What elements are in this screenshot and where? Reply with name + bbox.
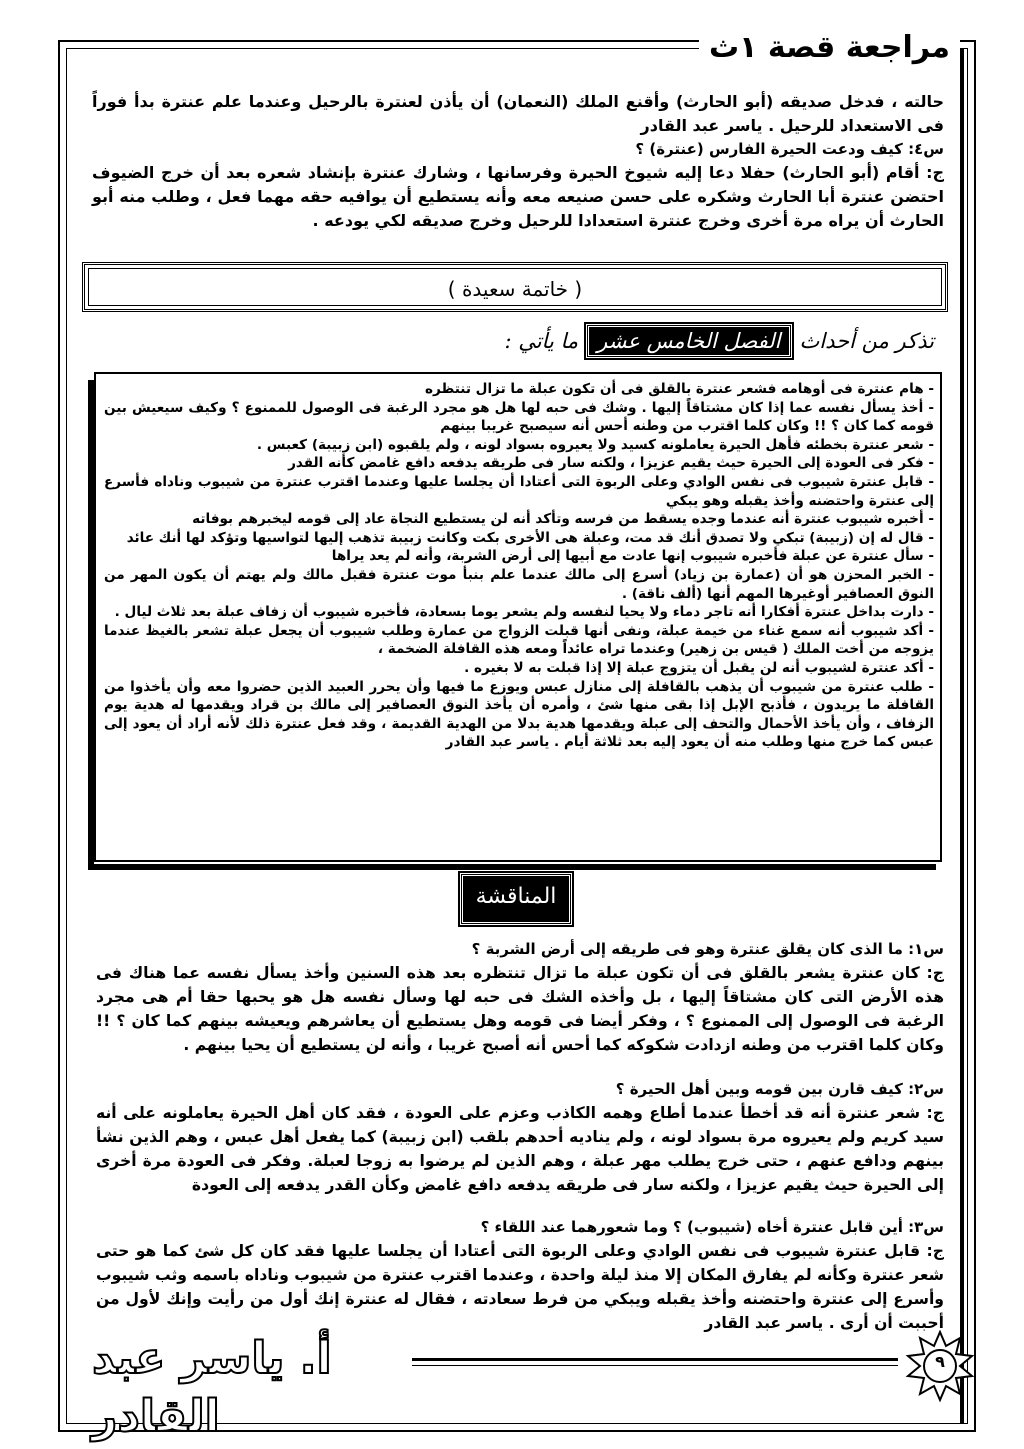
frame-right-bar [960,48,964,1424]
answer-3: ج: قابل عنترة شيبوب فى نفس الوادي وعلى الربوة التى أعتادا أن يجلسا عليها فقد كان كل شئ كما هو حتى شعر عنترة وكأنه لم يفارق المكان إلا منذ ليلة واحدة ، وعندما اقترب عنترة من شيبوب وناداه باسمه وثب شيبوب وأسرع إلى عنترة واحتضنه وأخذ يقبله ويبكي من فرط سعادته ، فقال له عنترة إنك أول من رأيت وإنك لأول من أحببت أن أرى . ياسر عبد القادر [96,1242,944,1332]
list-item: - أخذ يسأل نفسه عما إذا كان مشتاقاً إليها . وشك فى حبه لها هل هو مجرد الرغبة فى الوصول للممنوع ؟ وكيف سيعيش بين قومه كما كان ؟ !! وكان كلما اقترب من وطنه أحس أنه سيصبح غريبا بينهم [104,399,934,435]
list-item: - فكر فى العودة إلى الحيرة حيث يقيم عزيزا ، ولكنه سار فى طريقه يدفعه دافع غامض كأنه القدر [288,455,934,472]
list-item: - الخبر المحزن هو أن (عمارة بن زياد) أسرع إلى مالك عندما علم بنبأ موت عنترة فقبل مالك ولم يهتم أن يكون المهر من النوق العصافير أوغيرها المهم أنها (ألف ناقة) . [104,566,934,602]
list-item: - طلب عنترة من شيبوب أن يذهب بالقافلة إلى منازل عبس ويوزع ما فيها وأن يحرر العبيد الذين حضروا معه وأن يأخذوا من القافلة ما يريدون ، فأذبح الإبل إذا بقى منها شئ ، وأمره أن يأخذ النوق العصافير إلى مالك بن قراد ويقدمها له هدية يوم الزفاف ، وأن يأخذ الأحمال والتحف إلى عبلة ويقدمها هدية بدلا من الهدية القديمة ، وقد فعل عنترة ذلك لأنه أراد أن يعود إلى عبس كما خرج منها وطلب منه أن يعود إليه بعد ثلاثة أيام . ياسر عبد القادر [104,678,934,751]
question-3: س٣: أين قابل عنترة أخاه (شيبوب) ؟ وما شعورهما عند اللقاء ؟ [480,1218,944,1236]
list-item: - دارت بداخل عنترة أفكارا أنه تاجر دماء ولا يحيا لنفسه ولم يشعر يوما بسعادة، فأخبره شيبوب أن زفاف عبلة بعد ثلاث ليال . [114,604,934,621]
answer-2: ج: شعر عنترة أنه قد أخطأ عندما أطاع وهمه الكاذب وعزم على العودة ، فقد كان أهل الحيرة يعاملونه على أنه سيد كريم ولم يعيروه مرة بسواد لونه ، ولم يناديه أحدهم بلقب (ابن زبيبة) كما يفعل أهل عبس ، وهم الذين نشأ بينهم ودافع عنهم ، حتى خرج يطلب مهر عبلة ، وهم الذين لم يرضوا به زوجا لعبلة. وفكر فى العودة مرة أخرى إلى الحيرة حيث يقيم عزيزا ، ولكنه سار فى طريقه يدفعه دافع غامض وكأن القدر يدفعه إلى العودة [96,1104,944,1194]
list-item: - أكد شيبوب أنه سمع غناء من خيمة عبلة، ونفى أنها قبلت الزواج من عمارة وطلب شيبوب أن يجعل عبلة تشعر بالغيظ عندما يزوجه من أخت الملك ( قيس بن زهير) وعندما تراه عائداً ومعه هذه القافلة الضخمة ، [104,622,934,658]
events-heading-before: تذكر من أحداث [799,329,934,353]
page-title: مراجعة قصة ١ث [699,30,960,70]
events-list [94,372,942,862]
intro-section [92,90,944,233]
question-4: س٤: كيف ودعت الحيرة الفارس (عنترة) ؟ [635,140,944,158]
events-heading-after: ما يأتي : [504,329,579,353]
question-1: س١: ما الذى كان يقلق عنترة وهو فى طريقه إلى أرض الشربة ؟ [471,940,944,958]
events-heading-chapter: الفصل الخامس عشر [586,324,791,358]
list-item: - سأل عنترة عن عبلة فأخبره شيبوب إنها عادت مع أبيها إلى أرض الشربة، وأنه لم يعد يراها [331,548,934,565]
events-heading [504,324,934,358]
qa-2 [96,1078,944,1197]
answer-1: ج: كان عنترة يشعر بالقلق فى أن تكون عبلة ما تزال تنتظره بعد هذه السنين وأخذ يسأل نفسه عما هناك فى هذه الأرض التى كان مشتاقاً إليها ، بل وأخذه الشك فى حبه لها وسأل نفسه هل هو يحبها حقا أم هى مجرد الرغبة فى الوصول إلى الممنوع ؟ ، وفكر أيضا فى قومه وهل يستطيع أن يعاشرهم ويعيشه بينهم كما كان ؟ !! وكان كلما اقترب من وطنه ازدادت شكوكه كما أحس أنه أصبح غريبا ، وأنه لن يستطيع أن يحيا بينهم . [96,964,944,1054]
qa-3 [96,1216,944,1335]
question-2: س٢: كيف قارن بين قومه وبين أهل الحيرة ؟ [615,1080,944,1098]
khatima-text: ( خاتمة سعيدة ) [447,277,583,301]
khatima-banner [82,262,948,312]
footer-divider-thin [412,1365,898,1366]
page-number: ٩ [935,1352,945,1371]
list-item: - هام عنترة فى أوهامه فشعر عنترة بالقلق فى أن تكون عبلة ما تزال تنتظره [425,381,934,397]
page-number-badge [904,1330,976,1402]
list-item: - قابل عنترة شيبوب فى نفس الوادي وعلى الربوة التى أعتادا أن يجلسا عليها وعندما اقترب عنترة من شيبوب وناداه فأسرع إلى عنترة واحتضنه وأخذ يقبله وهو يبكي [104,473,934,509]
qa-1 [96,938,944,1057]
list-item: - أخبره شيبوب عنترة أنه عندما وجده يسقط من فرسه وتأكد أنه لن يستطيع النجاة عاد إلى قومه ليخبرهم بوفاته [192,511,934,528]
footer-divider [412,1358,898,1361]
discussion-heading: المناقشة [460,873,572,925]
list-item: - أكد عنترة لشيبوب أنه لن يقبل أن يتزوج عبلة إلا إذا قبلت به لا بغيره . [464,659,934,676]
list-item: - قال له إن (زبيبة) تبكي ولا تصدق أنك قد مت، وعبلة هى الأخرى بكت وكانت زبيبة تذهب إليها لتواسيها وتؤكد لها أنك عائد [126,529,934,546]
list-item: - شعر عنترة بخطئه فأهل الحيرة يعاملونه كسيد ولا يعيروه بسواد لونه ، ولم يلقبوه (ابن زبيبة) كعبس . [256,436,934,453]
author-signature: أ. ياسر عبد القادر [92,1333,332,1442]
answer-4: ج: أقام (أبو الحارث) حفلا دعا إليه شيوخ الحيرة وفرسانها ، وشارك عنترة بإنشاد شعره بعد أن خرج الضيوف احتضن عنترة أبا الحارث وشكره على حسن صنيعه معه وأنه يستطيع أن يوافيه حقه مهما فعل ، وطلب منه أبو الحارث أن يراه مرة أخرى وخرج عنترة استعدادا للرحيل وخرج صديقه لكي يودعه . [92,163,944,230]
intro-paragraph: حالته ، فدخل صديقه (أبو الحارث) وأقنع الملك (النعمان) أن يأذن لعنترة بالرحيل وعندما علم عنترة بدأ فوراً فى الاستعداد للرحيل . ياسر عبد القادر [92,92,944,135]
